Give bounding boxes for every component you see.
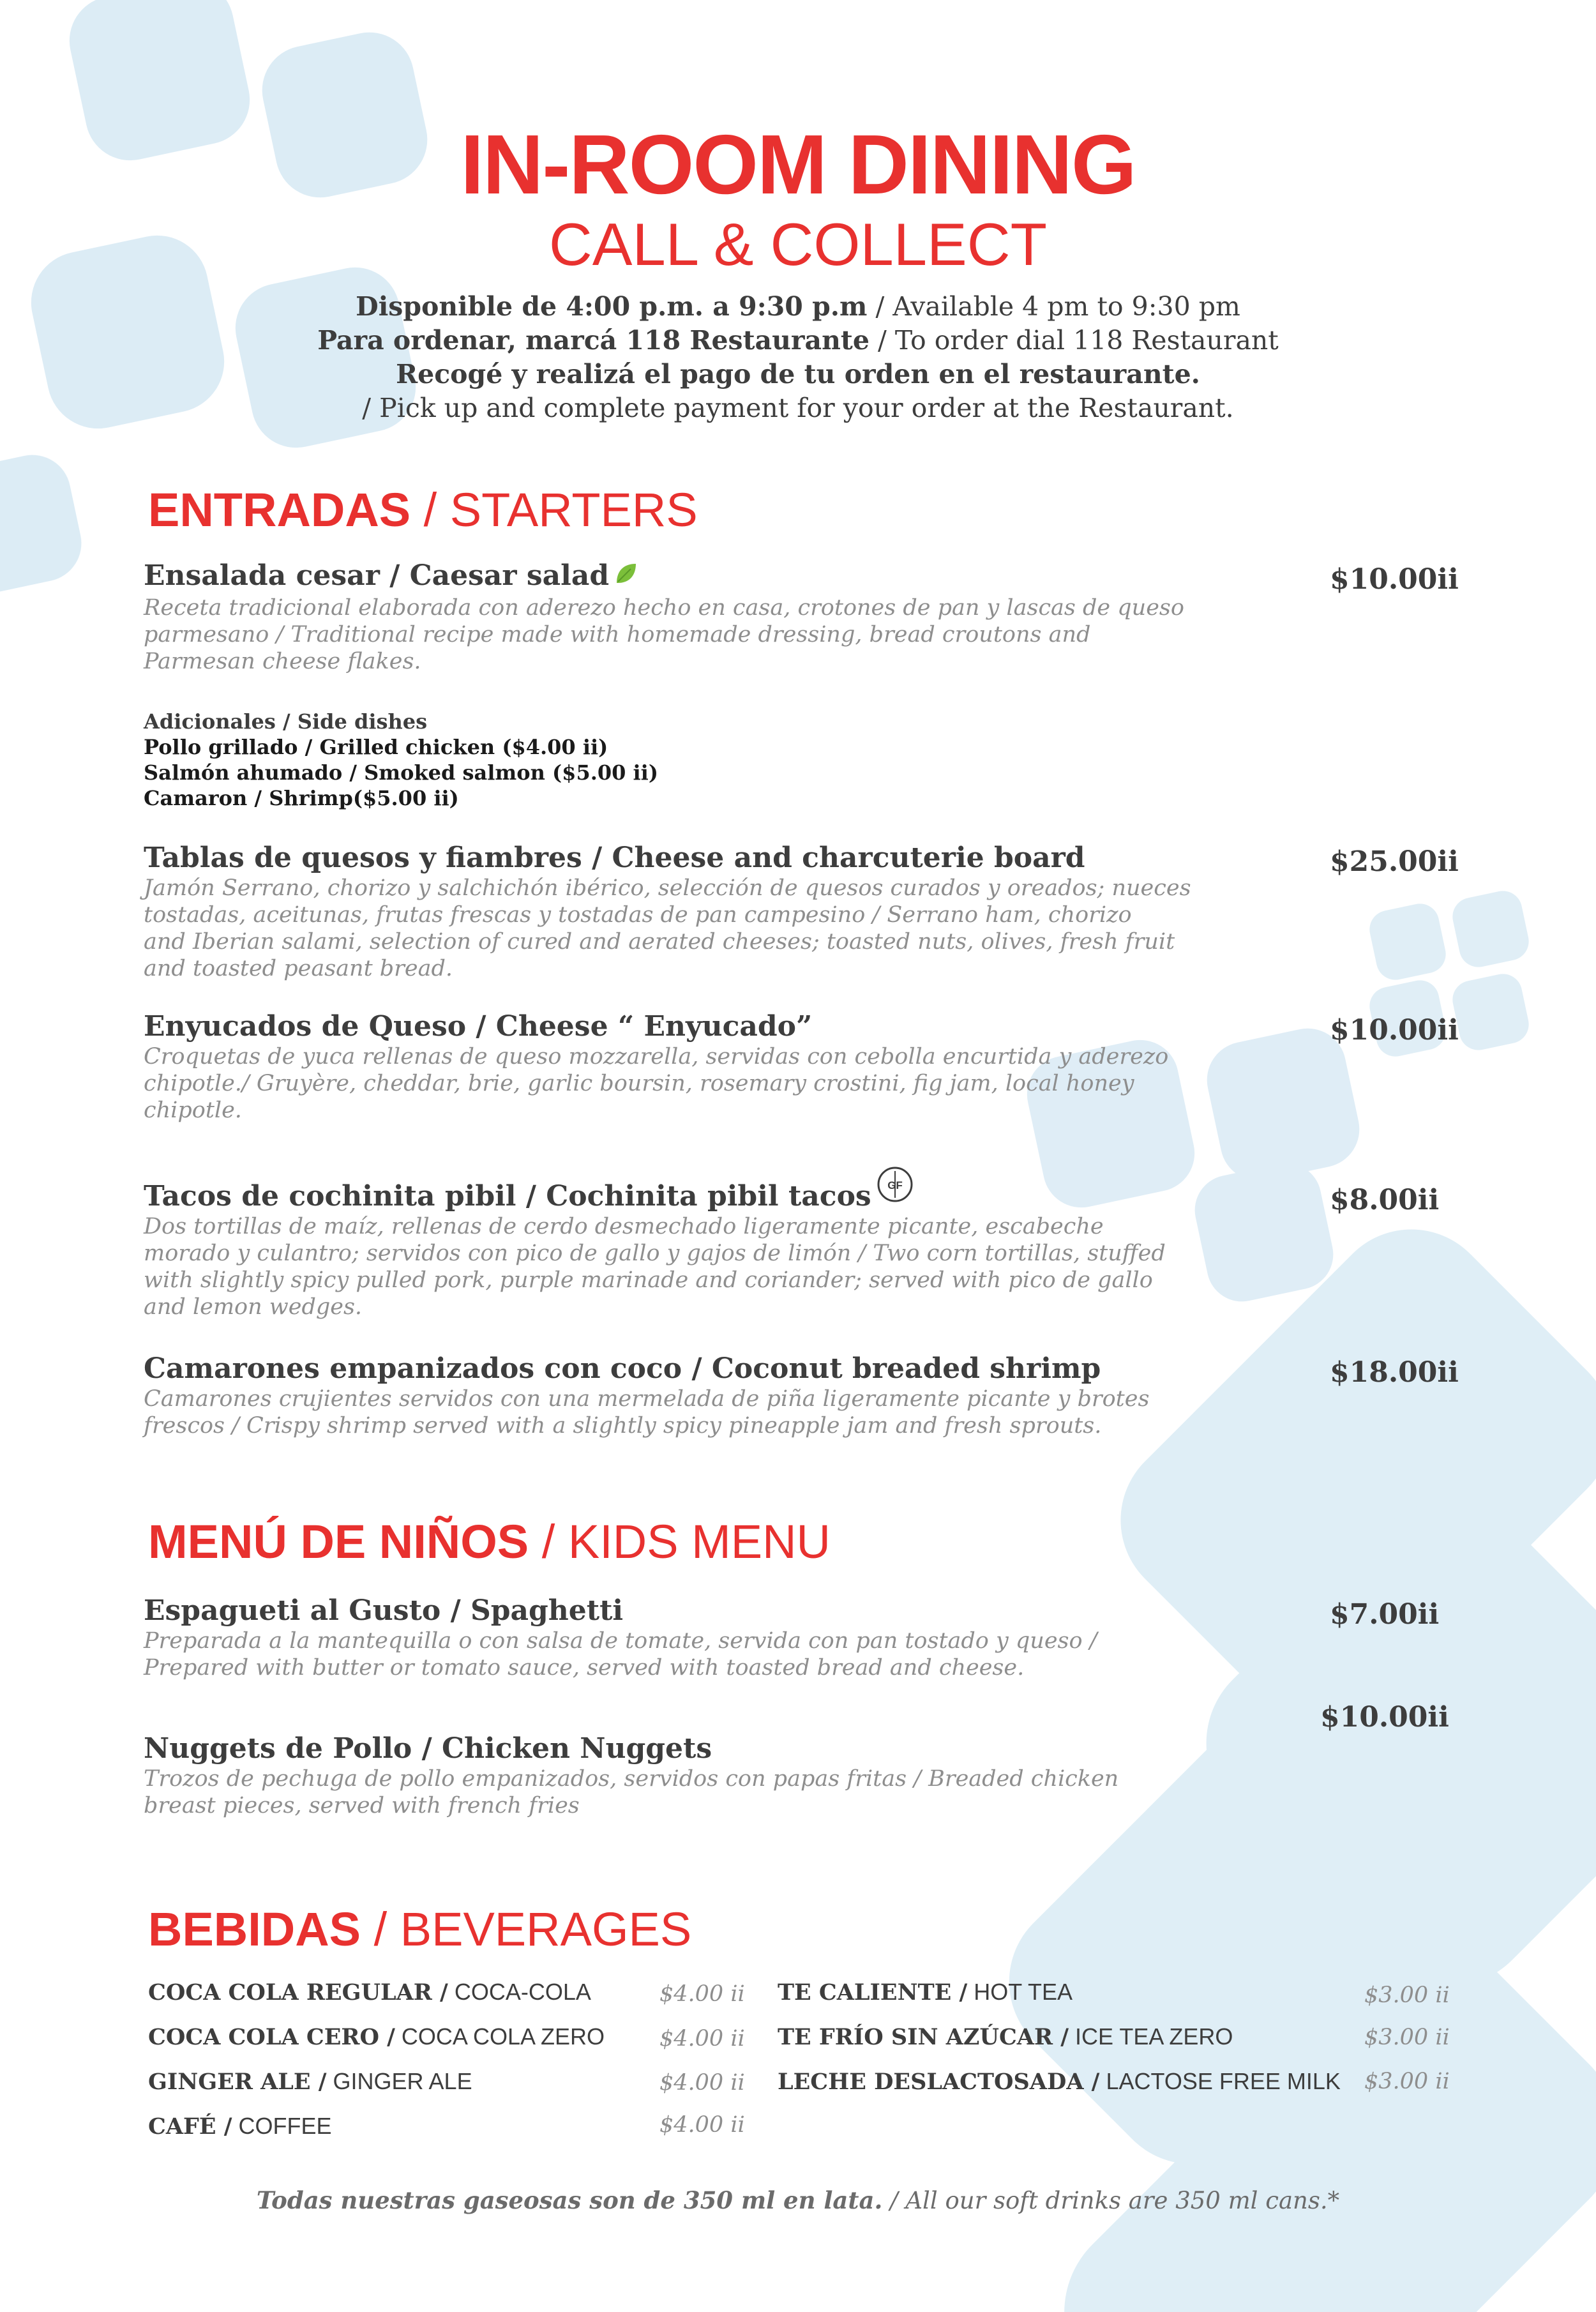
menu-item xyxy=(144,559,1242,675)
beverage-item: LECHE DESLACTOSADA / LACTOSE FREE MILK xyxy=(778,2068,1341,2095)
side-dish: Pollo grillado / Grilled chicken ($4.00 ii) xyxy=(144,735,608,759)
beverage-price: $4.00 ii xyxy=(659,2070,745,2096)
menu-item xyxy=(144,842,1242,982)
menu-item xyxy=(144,1594,1242,1681)
section-title-beverages: BEBIDAS / BEVERAGES xyxy=(148,1903,692,1956)
menu-item xyxy=(144,1180,1242,1320)
beverage-item: GINGER ALE / GINGER ALE xyxy=(148,2068,472,2095)
item-name: Ensalada cesar / Caesar salad xyxy=(144,559,610,592)
side-dish: Camaron / Shrimp($5.00 ii) xyxy=(144,786,459,810)
item-name: Tablas de quesos y fiambres / Cheese and charcuterie board xyxy=(144,842,1085,874)
item-name: Camarones empanizados con coco / Coconut breaded shrimp xyxy=(144,1352,1101,1385)
section-title-kids: MENÚ DE NIÑOS / KIDS MENU xyxy=(148,1515,831,1568)
menu-item xyxy=(144,1732,1242,1819)
pickup-line-es: Recogé y realizá el pago de tu orden en el restaurante. xyxy=(396,359,1200,389)
item-description: Trozos de pechuga de pollo empanizados, servidos con papas fritas / Breaded chicken breast pieces, served with french fries xyxy=(144,1766,1119,1818)
side-dishes xyxy=(144,709,658,811)
item-description: Preparada a la mantequilla o con salsa de tomate, servida con pan tostado y queso / Prepared with butter or tomato sauce, served with toasted bread and cheese. xyxy=(144,1628,1097,1681)
beverage-price: $4.00 ii xyxy=(659,2026,745,2051)
beverage-price: $4.00 ii xyxy=(659,2112,745,2138)
beverage-item: TE CALIENTE / HOT TEA xyxy=(778,1979,1073,2006)
item-name: Tacos de cochinita pibil / Cochinita pibil tacos xyxy=(144,1180,871,1213)
beverage-price: $4.00 ii xyxy=(659,1981,745,2007)
beverage-price: $3.00 ii xyxy=(1364,2025,1450,2050)
item-price: $10.00ii xyxy=(1330,563,1459,596)
item-name: Espagueti al Gusto / Spaghetti xyxy=(144,1594,624,1627)
beverage-item: COCA COLA CERO / COCA COLA ZERO xyxy=(148,2023,605,2050)
service-info xyxy=(0,290,1596,425)
item-price: $8.00ii xyxy=(1330,1184,1440,1216)
footer-note: Todas nuestras gaseosas son de 350 ml en lata. / All our soft drinks are 350 ml cans.* xyxy=(256,2186,1340,2214)
beverage-price: $3.00 ii xyxy=(1364,1983,1450,2008)
menu-item xyxy=(144,1352,1242,1439)
item-description: Camarones crujientes servidos con una mermelada de piña ligeramente picante y brotes frescos / Crispy shrimp served with a slightly spicy pineapple jam and fresh sprouts. xyxy=(144,1386,1150,1439)
item-price: $10.00ii xyxy=(1320,1701,1449,1734)
beverage-item: TE FRÍO SIN AZÚCAR / ICE TEA ZERO xyxy=(778,2023,1233,2050)
item-price: $7.00ii xyxy=(1330,1598,1440,1631)
item-description: Croquetas de yuca rellenas de queso mozzarella, servidas con cebolla encurtida y aderezo chipotle./ Gruyère, cheddar, brie, garlic boursin, rosemary crostini, fig jam, local honey chipotle. xyxy=(144,1044,1169,1123)
side-dish: Salmón ahumado / Smoked salmon ($5.00 ii) xyxy=(144,760,658,785)
item-description: Jamón Serrano, chorizo y salchichón ibérico, selección de quesos curados y oreados; nueces tostadas, aceitunas, frutas frescas y tostadas de pan campesino / Serrano ham, chorizo and Iberian salami, selection of cured and aerated cheeses; toasted nuts, olives, fresh fruit and toasted peasant bread. xyxy=(144,875,1191,981)
item-price: $10.00ii xyxy=(1330,1014,1459,1046)
order-line: Para ordenar, marcá 118 Restaurante / To order dial 118 Restaurant xyxy=(317,325,1279,356)
item-name: Enyucados de Queso / Cheese “ Enyucado” xyxy=(144,1010,813,1043)
page-title: IN-ROOM DINING xyxy=(460,117,1136,211)
svg-text:GF: GF xyxy=(887,1179,903,1191)
beverage-item: CAFÉ / COFFEE xyxy=(148,2113,332,2140)
beverage-price: $3.00 ii xyxy=(1364,2069,1450,2094)
beverage-item: COCA COLA REGULAR / COCA-COLA xyxy=(148,1979,591,2006)
item-description: Receta tradicional elaborada con aderezo hecho en casa, crotones de pan y lascas de queso parmesano / Traditional recipe made with homemade dressing, bread croutons and Parmesan cheese flakes. xyxy=(144,594,1184,674)
item-price: $18.00ii xyxy=(1330,1356,1459,1389)
hours-line: Disponible de 4:00 p.m. a 9:30 p.m / Available 4 pm to 9:30 pm xyxy=(356,291,1240,322)
pickup-line-en: / Pick up and complete payment for your order at the Restaurant. xyxy=(362,393,1234,423)
item-price: $25.00ii xyxy=(1330,845,1459,878)
menu-item xyxy=(144,1010,1242,1124)
section-title-starters: ENTRADAS / STARTERS xyxy=(148,483,698,536)
gluten-free-icon xyxy=(877,1166,914,1211)
side-dishes-heading: Adicionales / Side dishes xyxy=(144,709,428,734)
item-name: Nuggets de Pollo / Chicken Nuggets xyxy=(144,1732,712,1765)
page-subtitle: CALL & COLLECT xyxy=(548,211,1048,278)
leaf-icon xyxy=(613,561,638,594)
item-description: Dos tortillas de maíz, rellenas de cerdo desmechado ligeramente picante, escabeche morado y culantro; servidos con pico de gallo y gajos de limón / Two corn tortillas, stuffed with slightly spicy pulled pork, purple marinade and coriander; served with pico de gallo and lemon wedges. xyxy=(144,1214,1166,1320)
